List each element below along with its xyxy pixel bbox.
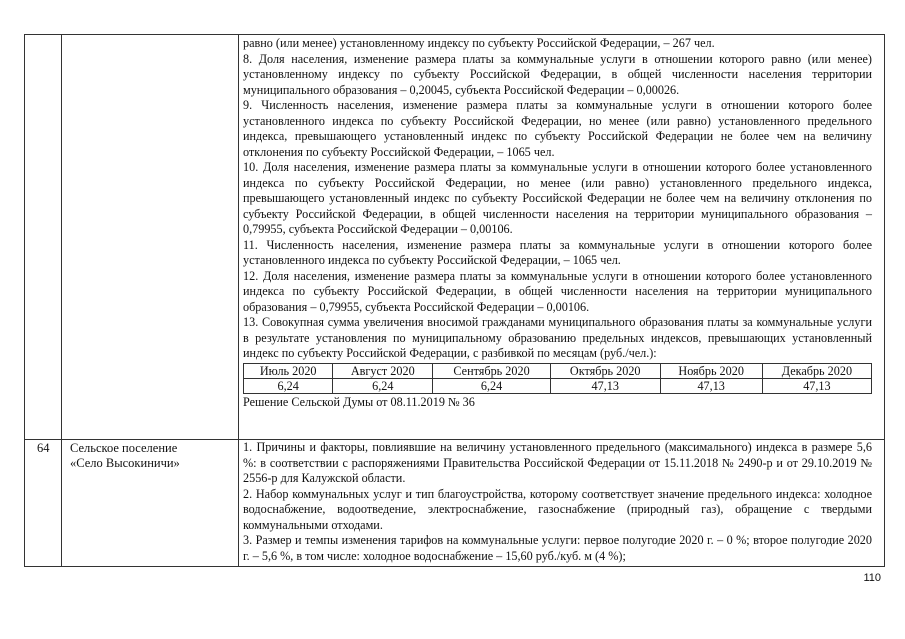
paragraph: 12. Доля населения, изменение размера платы за коммунальные услуги в отношении которого более установленного индекса по субъекту Российской Федерации, в общей численности населения на территории муниципального образования – 0,79955, субъекта Российской Федерации – 0,00106. (243, 268, 872, 314)
column-divider (61, 35, 62, 566)
page-number: 110 (863, 572, 881, 584)
paragraph: 2. Набор коммунальных услуг и тип благоустройства, которому соответствует значение предельного индекса: холодное водоснабжение, водоотведение, электроснабжение, газоснабжение (природный газ), обращение с твердыми коммунальными отходами. (243, 486, 872, 532)
paragraph: 10. Доля населения, изменение размера платы за коммунальные услуги в отношении которого более установленного индекса по субъекту Российской Федерации, но менее (или равно) установленного предельного индекса, превышающего установленный индекс по субъекту Российской Федерации не более чем на величину отклонения по субъекту Российской Федерации, в общей численности населения на территории муниципального образования – 0,79955, субъекта Российской Федерации – 0,00106. (243, 160, 872, 236)
month-header: Ноябрь 2020 (660, 363, 762, 378)
row-number: 64 (37, 441, 50, 455)
months-table-value-row (244, 378, 872, 393)
settlement-name (70, 441, 230, 471)
top-section (243, 36, 872, 410)
paragraph: 11. Численность населения, изменение размера платы за коммунальные услуги в отношении которого более установленного индекса по субъекту Российской Федерации, – 1065 чел. (243, 237, 872, 267)
month-header: Декабрь 2020 (762, 363, 871, 378)
settlement-name-line: «Село Высокиничи» (70, 456, 180, 470)
month-value: 6,24 (333, 378, 433, 393)
paragraph: 3. Размер и темпы изменения тарифов на коммунальные услуги: первое полугодие 2020 г. – 0 %; второе полугодие 2020 г. – 5,6 %, в том числе: холодное водоснабжение – 15,60 руб./куб. м (4 %); (243, 533, 872, 563)
settlement-name-line: Сельское поселение (70, 441, 178, 455)
month-value: 47,13 (550, 378, 660, 393)
paragraph: 13. Совокупная сумма увеличения вносимой гражданами муниципального образования платы за коммунальные услуги в результате установления по муниципальному образованию предельных индексов, превышающих установленный индекс по субъекту Российской Федерации, с разбивкой по месяцам (руб./чел.): (243, 315, 872, 360)
month-header: Июль 2020 (244, 363, 333, 378)
paragraph: 9. Численность населения, изменение размера платы за коммунальные услуги в отношении которого более установленного индекса по субъекту Российской Федерации, но менее (или равно) установленного предельного индекса, превышающего установленный индекс по субъекту Российской Федерации не более чем на величину отклонения по субъекту Российской Федерации, – 1065 чел. (243, 98, 872, 159)
months-table-header-row (244, 363, 872, 378)
months-table (243, 363, 872, 394)
month-header: Август 2020 (333, 363, 433, 378)
month-header: Сентябрь 2020 (433, 363, 551, 378)
decision-reference: Решение Сельской Думы от 08.11.2019 № 36 (243, 394, 475, 409)
month-value: 47,13 (762, 378, 871, 393)
row-64-content (243, 440, 872, 564)
paragraph: 8. Доля населения, изменение размера платы за коммунальные услуги в отношении которого равно (или менее) установленному индексу по субъекту Российской Федерации, в общей численности населения территории муниципального образования – 0,20045, субъекта Российской Федерации – 0,00026. (243, 51, 872, 97)
paragraph: 1. Причины и факторы, повлиявшие на величину установленного предельного (максимального) индекса в размере 5,6 %: в соответствии с распоряжениями Правительства Российской Федерации от 15.11.2018 № 2490-р и от 29.10.2019 № 2556-р для Калужской области. (243, 440, 872, 485)
document-table (24, 34, 885, 567)
column-divider (238, 35, 239, 566)
month-header: Октябрь 2020 (550, 363, 660, 378)
paragraph: равно (или менее) установленному индексу по субъекту Российской Федерации, – 267 чел. (243, 36, 715, 50)
month-value: 47,13 (660, 378, 762, 393)
month-value: 6,24 (433, 378, 551, 393)
month-value: 6,24 (244, 378, 333, 393)
